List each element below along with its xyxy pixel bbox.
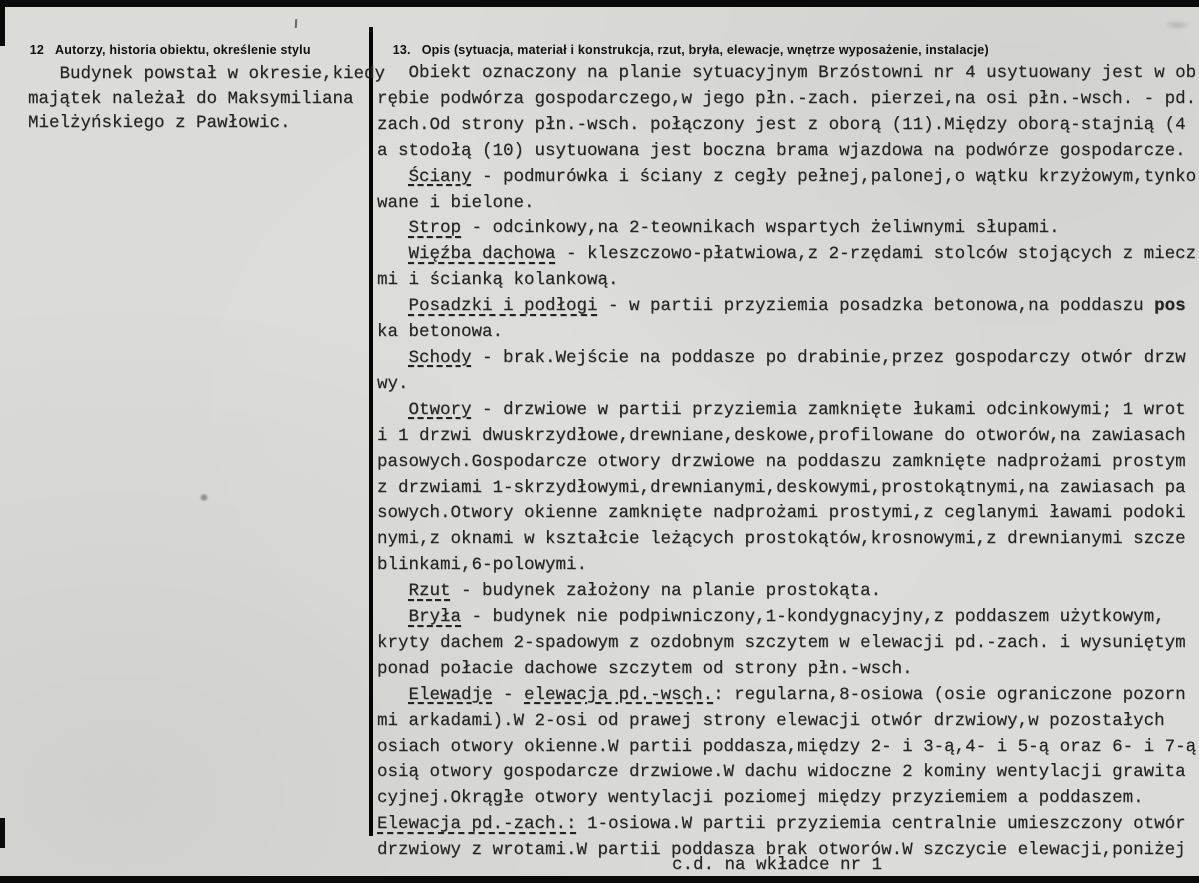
text-segment: Schody [408,347,472,368]
text-line [377,812,1199,838]
text-line: Budynek powstał w okresie,kiedy [28,64,386,84]
text-segment: - drzwiowe w partii przyziemia zamknięte łukami odcinkowymi; 1 wrot [471,399,1186,420]
text-line [377,450,1199,476]
scan-edge-top [0,0,1199,7]
text-segment: ka betonowa. [377,322,504,343]
column-divider-rule [369,27,373,836]
field-12-number: 12 [29,43,45,57]
text-line [377,113,1199,139]
field-12-label: Autorzy, historia obiektu, określenie stylu [55,43,311,57]
text-segment: blinkami,6-polowymi. [377,555,588,576]
field-13-number: 13. [392,43,411,57]
text-line [377,139,1199,165]
text-segment: pos [1154,296,1186,317]
text-line [377,605,1199,631]
text-segment: Bryła [408,607,462,628]
text-line [377,683,1199,709]
text-line [377,268,1199,294]
scan-smudge [1164,20,1190,30]
description-text [377,61,1199,864]
text-segment: rębie podwórza gospodarczego,w jego płn.-zach. pierzei,na osi płn.-wsch. - pd. [377,88,1197,109]
text-segment: elewacja pd.-wsch. [524,684,714,705]
text-segment [377,348,409,368]
scan-edge-bottom-left [0,818,5,848]
text-segment: - [492,684,525,705]
text-line [377,553,1199,579]
text-line [377,786,1199,812]
stray-mark [295,19,297,28]
text-segment [377,167,409,187]
text-line [377,87,1199,113]
text-line [377,165,1199,191]
text-segment: mi i ścianką kolankową. [377,270,619,291]
text-segment: zach.Od strony płn.-wsch. połączony jest z oborą (11).Między oborą-stajnią (4 [377,114,1186,135]
text-segment [377,685,409,705]
text-segment: Ściany [408,166,472,187]
text-line [377,216,1199,242]
text-segment: - podmurówka i ściany z cegły pełnej,palonej,o wątku krzyżowym,tynko [471,166,1197,187]
text-segment: pasowych.Gospodarcze otwory drzwiowe na poddaszu zamknięte nadprożami prostym [377,451,1186,472]
text-line [377,242,1199,268]
text-segment: - budynek nie podpiwniczony,1-kondygnacyjny,z poddaszem użytkowym, [461,607,1165,628]
text-segment: Elewadje [408,684,493,705]
text-segment: sowych.Otwory okienne zamknięte nadprożami prostymi,z ceglanymi ławami podoki [377,503,1186,524]
text-segment: : regularna,8-osiowa (osie ograniczone pozorn [713,684,1186,705]
text-segment [377,244,409,264]
text-segment: osią otwory gospodarcze drzwiowe.W dachu widoczne 2 kominy wentylacji grawita [377,762,1186,783]
field-13-label: Opis (sytuacja, materiał i konstrukcja, rzut, bryła, elewacje, wnętrze wyposażenie, instalacje) [421,43,989,57]
text-line [377,191,1199,217]
text-segment [377,581,409,601]
text-segment: Posadzki i podłogi [408,296,598,317]
text-segment: i 1 drzwi dwuskrzydłowe,drewniane,deskowe,profilowane do otworów,na zawiasach [377,425,1186,446]
text-line [377,346,1199,372]
text-line [377,294,1199,320]
text-segment [377,296,409,316]
text-segment: wane i bielone. [377,192,535,213]
text-line [377,709,1199,735]
text-segment: - budynek założony na planie prostokąta. [450,581,882,602]
text-line [377,398,1199,424]
history-text [28,62,388,136]
text-line [377,527,1199,553]
text-line [377,631,1199,657]
text-line [377,372,1199,398]
scan-edge-top-left [0,0,5,46]
text-segment: Więźba dachowa [408,244,556,265]
scan-edge-bottom [0,876,1199,883]
text-line [377,61,1199,87]
text-segment [377,607,409,627]
text-segment: - brak.Wejście na poddasze po drabinie,przez gospodarczy otwór drzw [471,347,1186,368]
text-segment: Otwory [408,399,472,420]
text-segment: 1-osiowa.W partii przyziemia centralnie umieszczony otwór [576,814,1186,835]
text-segment: Rzut [408,581,451,602]
text-line [377,320,1199,346]
text-segment: drzwiowy z wrotami.W partii poddasza brak otworów.W szczycie elewacji,poniżej [377,840,1186,861]
text-segment: Obiekt oznaczony na planie sytuacyjnym Brzóstowni nr 4 usytuowany jest w ob [377,63,1197,83]
text-line [377,476,1199,502]
ink-smudge [200,494,208,501]
text-segment: Elewacja pd.-zach.: [377,814,577,835]
continuation-note: c.d. na wkładce nr 1 [671,855,883,875]
text-line [377,424,1199,450]
text-line [377,657,1199,683]
text-line [377,579,1199,605]
text-segment: nymi,z oknami w kształcie leżących prostokątów,krosnowymi,z drewnianymi szcze [377,529,1186,550]
text-segment: osiach otwory okienne.W partii poddasza,między 2- i 3-ą,4- i 5-ą oraz 6- i 7-ą [377,736,1197,757]
text-segment: mi arkadami).W 2-osi od prawej strony elewacji otwór drzwiowy,w pozostałych [377,710,1165,731]
text-segment: - kleszczowo-płatwiowa,z 2-rzędami stolców stojących z miecz [555,244,1197,265]
text-line [377,760,1199,786]
text-line [377,735,1199,761]
text-line [377,501,1199,527]
text-segment: a stodołą (10) usytuowana jest boczna brama wjazdowa na podwórze gospodarcze. [377,140,1186,161]
text-line: Mielżyńskiego z Pawłowic. [28,113,291,134]
text-segment: cyjnej.Okrągłe otwory wentylacji poziomej między przyziemiem a poddaszem. [377,788,1144,809]
text-segment: - odcinkowy,na 2-teownikach wspartych żeliwnymi słupami. [461,218,1060,239]
text-segment: wy. [377,373,409,394]
text-line: majątek należał do Maksymiliana [28,88,354,109]
text-segment [377,218,409,238]
text-segment: ponad połacie dachowe szczytem od strony płn.-wsch. [377,658,913,679]
text-segment: z drzwiami 1-skrzydłowymi,drewnianymi,deskowymi,prostokątnymi,na zawiasach pa [377,477,1186,498]
text-segment: Strop [408,218,462,239]
text-segment: - w partii przyziemia posadzka betonowa,na poddaszu [597,296,1155,317]
text-segment [377,400,409,420]
text-segment: kryty dachem 2-spadowym z ozdobnym szczytem w elewacji pd.-zach. i wysuniętym [377,632,1186,653]
